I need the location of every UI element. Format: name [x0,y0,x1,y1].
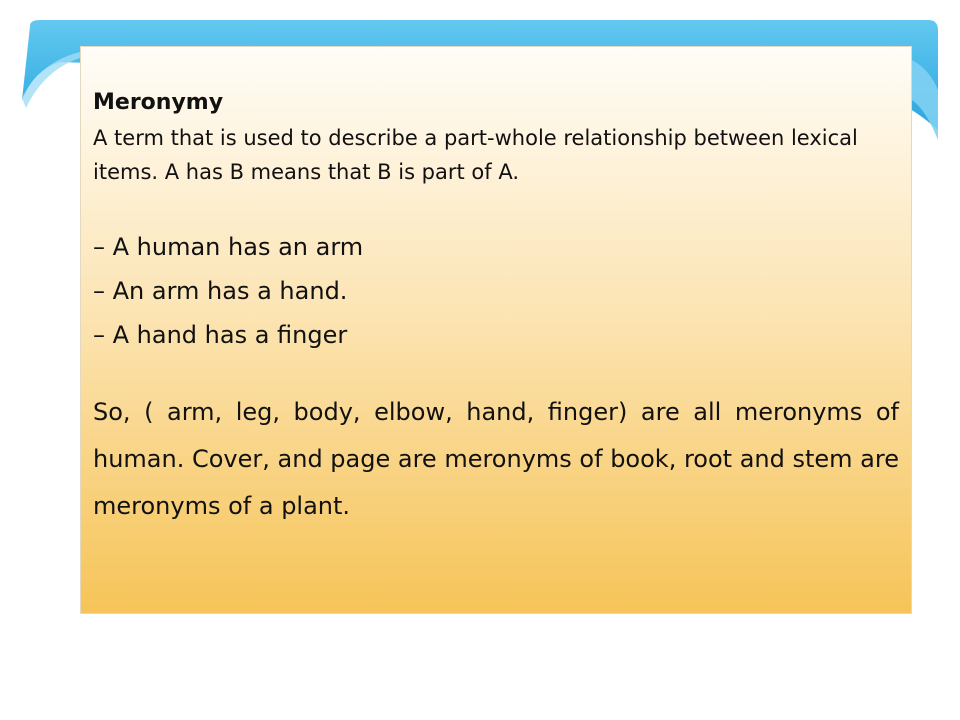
examples-list [93,225,899,357]
definition-text: A term that is used to describe a part-whole relationship between lexical items. A has B means that B is part of A. [93,126,858,184]
slide-heading: Meronymy [93,90,224,115]
summary-text: So, ( arm, leg, body, elbow, hand, finger) are all meronyms of human. Cover, and page are meronyms of book, root and stem are meronyms of a plant. [93,398,899,520]
example-item: – A hand has a finger [93,321,348,349]
content-box [80,46,912,614]
example-item: – A human has an arm [93,233,364,261]
example-item: – An arm has a hand. [93,277,348,305]
